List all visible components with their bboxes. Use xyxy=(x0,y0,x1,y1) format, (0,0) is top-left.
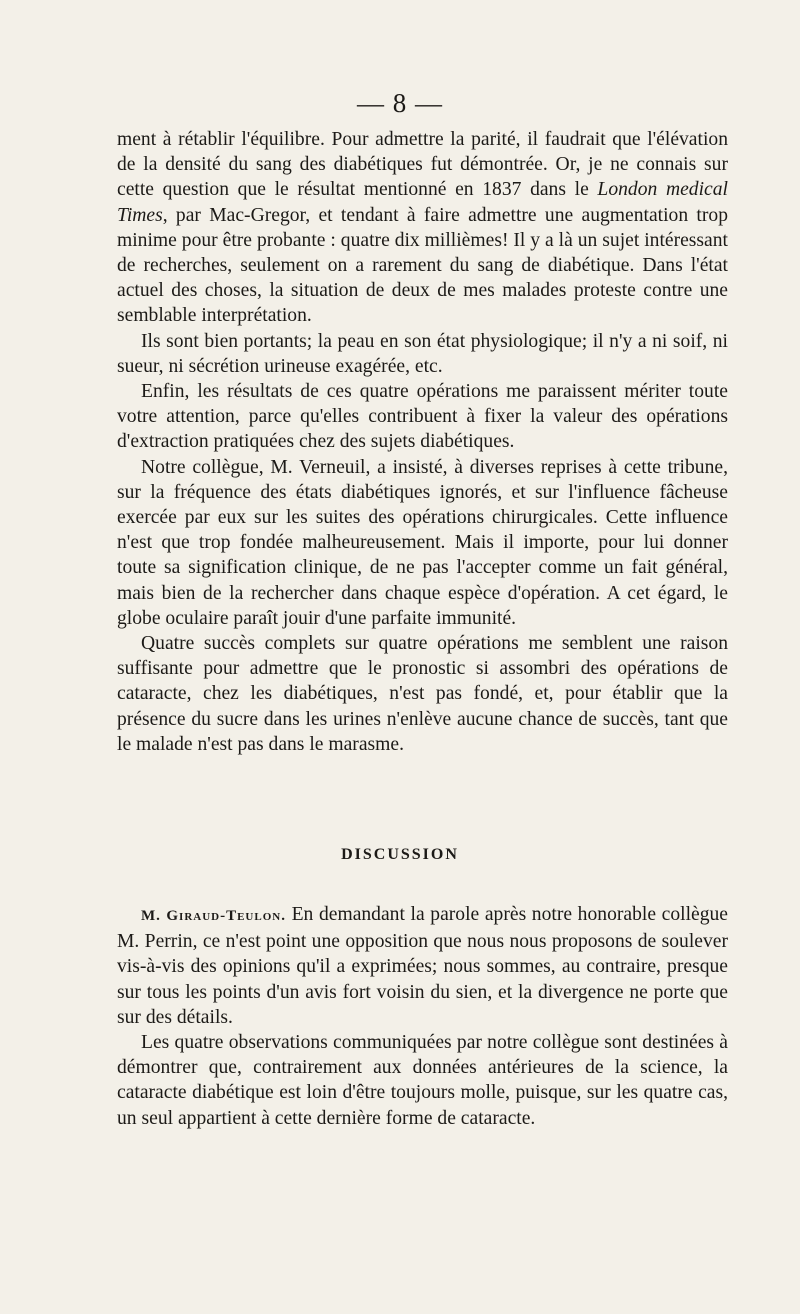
paragraph-text: En demandant la parole après notre honorable collègue M. Perrin, ce n'est point une opposition que nous nous proposons de soulever vis-à-vis des opinions qu'il a exprimées; nous sommes, au contraire, presque sur tous les points d'un avis fort voisin du sien, et la divergence ne porte que sur des détails. xyxy=(117,904,729,1028)
section-heading: DISCUSSION xyxy=(341,846,459,863)
speaker-name: M. Giraud-Teulon. xyxy=(141,908,286,924)
paragraph xyxy=(117,127,728,329)
paragraph-text: , par Mac-Gregor, et tendant à faire admettre une augmentation trop minime pour être probante : quatre dix millièmes! Il y a là un sujet intéressant de recherches, seulement on a rarement du sang de diabétique. Dans l'état actuel des choses, la situation de deux de mes malades proteste contre une semblable interprétation. xyxy=(117,204,728,327)
paragraph-text: ment à rétablir l'équilibre. Pour admettre la parité, il faudrait que l'élévation de la densité du sang des diabétiques fut démontrée. Or, je ne connais sur cette question que le résultat mentionné en 1837 dans le xyxy=(117,129,728,201)
paragraph: Quatre succès complets sur quatre opérations me semblent une raison suffisante pour admettre que le pronostic si assombri des opérations de cataracte, chez les diabétiques, n'est pas fondé, et, pour établir que la présence du sucre dans les urines n'enlève aucune chance de succès, tant que le malade n'est pas dans le marasme. xyxy=(117,633,728,755)
body-text-bottom xyxy=(117,902,728,1131)
page-number: — 8 — xyxy=(357,88,443,118)
paragraph: Notre collègue, M. Verneuil, a insisté, à diverses reprises à cette tribune, sur la fréquence des états diabétiques ignorés, et sur l'influence fâcheuse exercée par eux sur les suites des opérations chirurgicales. Cette influence n'est que trop fondée malheureusement. Mais il importe, pour lui donner toute sa signification clinique, de ne pas l'accepter comme un fait général, mais bien de la rechercher dans chaque espèce d'opération. A cet égard, le globe oculaire paraît jouir d'une parfaite immunité. xyxy=(117,456,728,629)
paragraph: Enfin, les résultats de ces quatre opérations me paraissent mériter toute votre attention, parce qu'elles contribuent à fixer la valeur des opérations d'extraction pratiquées chez des sujets diabétiques. xyxy=(117,381,728,453)
paragraph: Ils sont bien portants; la peau en son état physiologique; il n'y a ni soif, ni sueur, ni sécrétion urineuse exagérée, etc. xyxy=(117,330,728,377)
paragraph xyxy=(117,902,728,1030)
paragraph: Les quatre observations communiquées par notre collègue sont destinées à démontrer que, contrairement aux données antérieures de la science, la cataracte diabétique est loin d'être toujours molle, puisque, sur les quatre cas, un seul appartient à cette dernière forme de cataracte. xyxy=(117,1032,728,1129)
journal-title: London medical Times xyxy=(117,179,728,226)
body-text-top xyxy=(117,127,728,757)
